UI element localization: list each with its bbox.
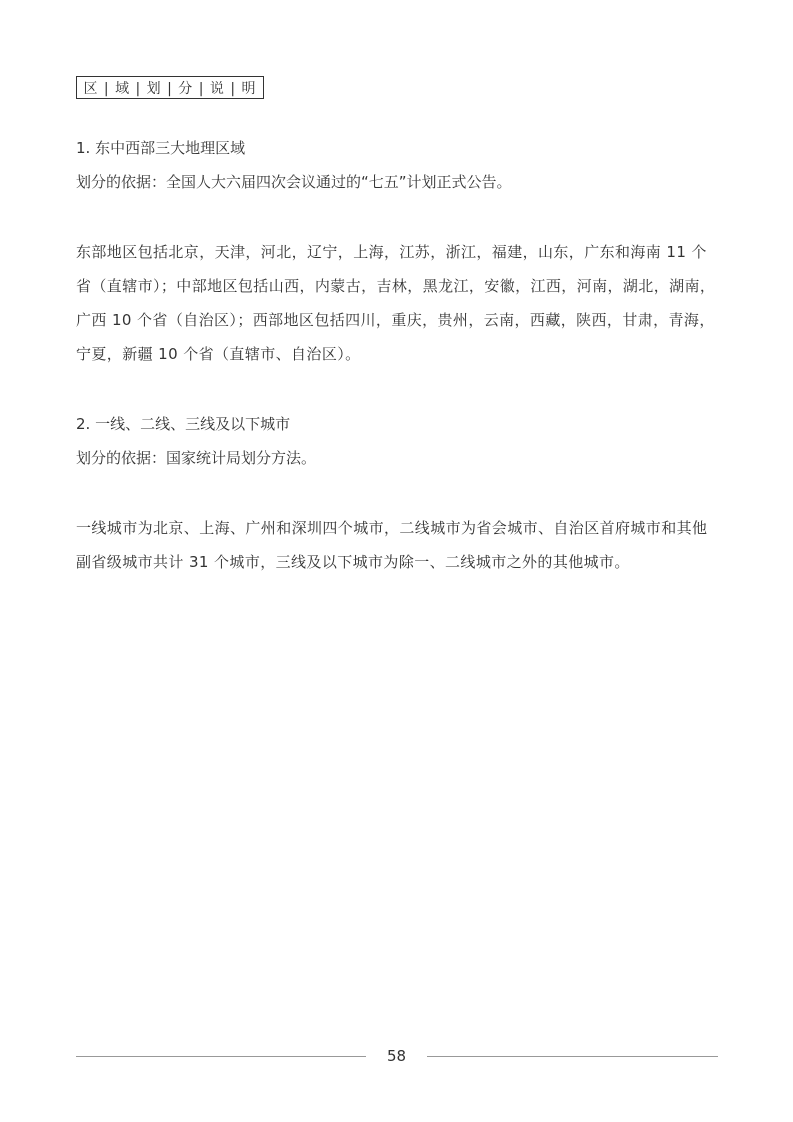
section-heading-regions: 1. 东中西部三大地理区域 — [76, 139, 246, 157]
section-body-regions: 东部地区包括北京，天津，河北，辽宁，上海，江苏，浙江，福建，山东，广东和海南 11 个省（直辖市）；中部地区包括山西，内蒙古，吉林，黑龙江，安徽，江西，河南，湖北，湖南，广西 10 个省（自治区）；西部地区包括四川，重庆，贵州，云南，西藏，陕西，甘肃，青海，宁夏，新疆 10 个省（直辖市、自治区）。 — [76, 243, 716, 363]
main-content — [76, 131, 720, 579]
section-title-box: 区 | 域 | 划 | 分 | 说 | 明 — [76, 76, 264, 99]
spacer — [76, 371, 720, 407]
section-basis-city-tiers: 划分的依据：国家统计局划分方法。 — [76, 449, 317, 467]
page-number: 58 — [386, 1047, 407, 1065]
footer-divider-right — [427, 1056, 718, 1057]
section-heading-city-tiers: 2. 一线、二线、三线及以下城市 — [76, 415, 291, 433]
section-body-city-tiers: 一线城市为北京、上海、广州和深圳四个城市，二线城市为省会城市、自治区首府城市和其他副省级城市共计 31 个城市，三线及以下城市为除一、二线城市之外的其他城市。 — [76, 519, 708, 571]
spacer — [76, 199, 720, 235]
section-basis-regions: 划分的依据：全国人大六届四次会议通过的“七五”计划正式公告。 — [76, 173, 512, 191]
footer-divider-left — [76, 1056, 366, 1057]
spacer — [76, 475, 720, 511]
